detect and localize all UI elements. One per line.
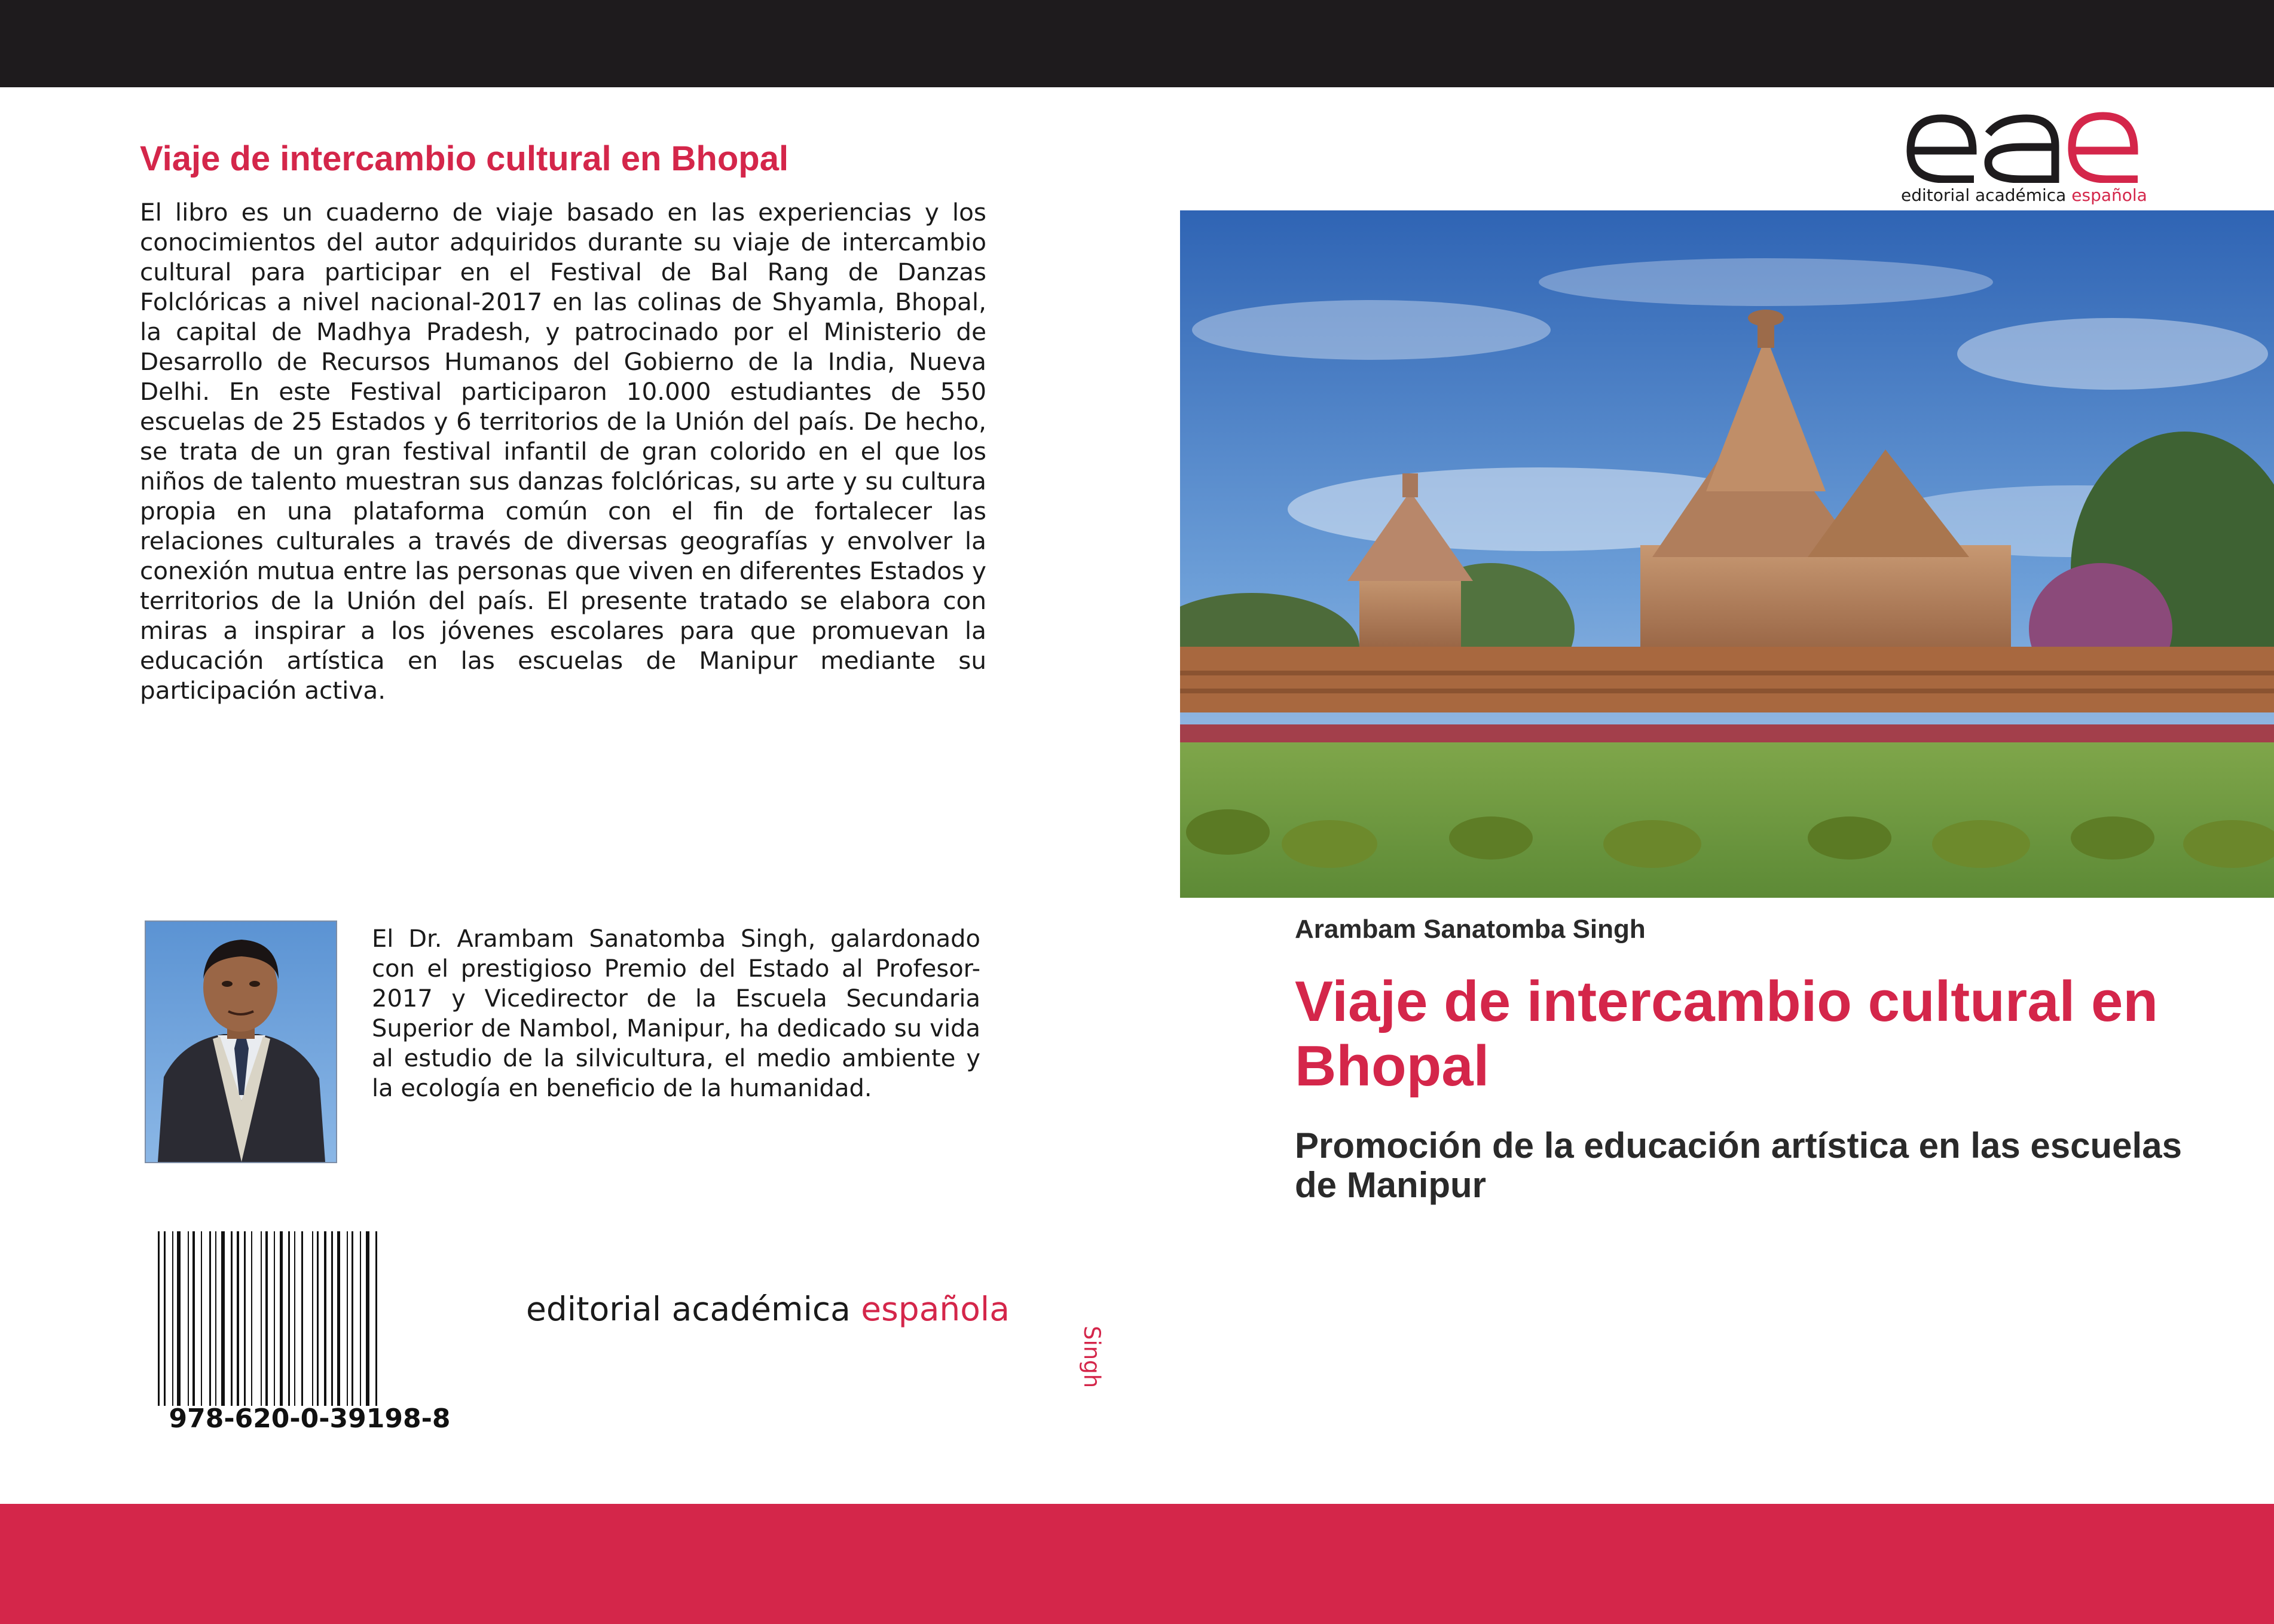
- back-cover-blurb: El libro es un cuaderno de viaje basado en las experiencias y los conocimientos del autor adquiridos durante su viaje de intercambio cultural para participar en el Festival de Bal Rang de Danzas Folclóricas a nivel nacional-2017 en las colinas de Shyamla, Bhopal, la capital de Madhya Pradesh, y patrocinado por el Ministerio de Desarrollo de Recursos Humanos del Gobierno de la India, Nueva Delhi. En este Festival participaron 10.000 estudiantes de 550 escuelas de 25 Estados y 6 territorios de la Unión del país. De hecho, se trata de un gran festival infantil de gran colorido en el que los niños de talento muestran sus danzas folclóricas, su arte y su cultura propia en una plataforma común con el fin de fortalecer las relaciones culturales a través de diversas geografías y envolver la conexión mutua entre las personas que viven en diferentes Estados y territorios de la Unión del país. El presente tratado se elabora con miras a inspirar a los jóvenes escolares para que promuevan la educación artística en las escuelas de Manipur mediante su participación activa.: [140, 198, 986, 705]
- barcode-bar: [209, 1231, 211, 1406]
- cover-photo-temple: [1180, 210, 2274, 898]
- barcode-bar: [188, 1231, 189, 1406]
- front-cover-title: Viaje de intercambio cultural en Bhopal: [1295, 969, 2159, 1098]
- barcode-bar: [251, 1231, 252, 1406]
- barcode-bar: [265, 1231, 268, 1406]
- barcode-bar: [177, 1231, 181, 1406]
- barcode-bar: [288, 1231, 290, 1406]
- barcode-bar: [331, 1231, 333, 1406]
- barcode-bar: [274, 1231, 275, 1406]
- logo-caption: [1901, 185, 2146, 205]
- author-photo: [145, 920, 337, 1163]
- bottom-band: [0, 1504, 2274, 1624]
- barcode-bar: [158, 1231, 160, 1406]
- logo-caption-dark: editorial académica: [1901, 185, 2072, 205]
- barcode-bar: [172, 1231, 173, 1406]
- publisher-name-red: española: [861, 1290, 1010, 1328]
- logo-caption-red: española: [2071, 185, 2147, 205]
- publisher-name-back: [526, 1290, 1010, 1328]
- barcode-bar: [324, 1231, 326, 1406]
- author-biography: El Dr. Arambam Sanatomba Singh, galardonado con el prestigioso Premio del Estado al Profesor-2017 y Vicedirector de la Escuela Secundaria Superior de Nambol, Manipur, ha dedicado su vida al estudio de la silvicultura, el medio ambiente y la ecología en beneficio de la humanidad.: [372, 925, 980, 1102]
- publisher-name-dark: editorial académica: [526, 1290, 861, 1328]
- barcode-bar: [215, 1231, 216, 1406]
- barcode-bar: [201, 1231, 202, 1406]
- temple-landscape-illustration: [1180, 210, 2274, 898]
- barcode-bar: [164, 1231, 166, 1406]
- barcode-bar: [366, 1231, 369, 1406]
- barcode-bar: [317, 1231, 319, 1406]
- front-cover-subtitle: Promoción de la educación artística en las escuelas de Manipur: [1295, 1126, 2182, 1205]
- barcode-bar: [352, 1231, 353, 1406]
- spine-author: Singh: [1079, 1326, 1105, 1388]
- barcode-bar: [312, 1231, 313, 1406]
- author-portrait-illustration: [146, 922, 336, 1162]
- barcode-bar: [280, 1231, 283, 1406]
- barcode-bar: [294, 1231, 295, 1406]
- barcode-bar: [375, 1231, 377, 1406]
- barcode-bar: [231, 1231, 233, 1406]
- front-cover-author: Arambam Sanatomba Singh: [1295, 915, 1646, 944]
- barcode-bar: [360, 1231, 361, 1406]
- top-band: [0, 0, 2274, 87]
- back-cover-title: Viaje de intercambio cultural en Bhopal: [140, 139, 789, 178]
- eae-logo-icon: [1899, 108, 2144, 183]
- barcode-bar: [237, 1231, 239, 1406]
- barcode-bar: [221, 1231, 225, 1406]
- barcode-bar: [347, 1231, 348, 1406]
- barcode-bar: [261, 1231, 262, 1406]
- barcode-bar: [337, 1231, 340, 1406]
- isbn-barcode: [155, 1231, 464, 1435]
- barcode-bar: [301, 1231, 303, 1406]
- barcode-bars: [155, 1231, 464, 1406]
- barcode-bar: [192, 1231, 195, 1406]
- publisher-logo: [1899, 108, 2147, 209]
- isbn-number: 978-620-0-39198-8: [169, 1403, 451, 1434]
- barcode-bar: [244, 1231, 246, 1406]
